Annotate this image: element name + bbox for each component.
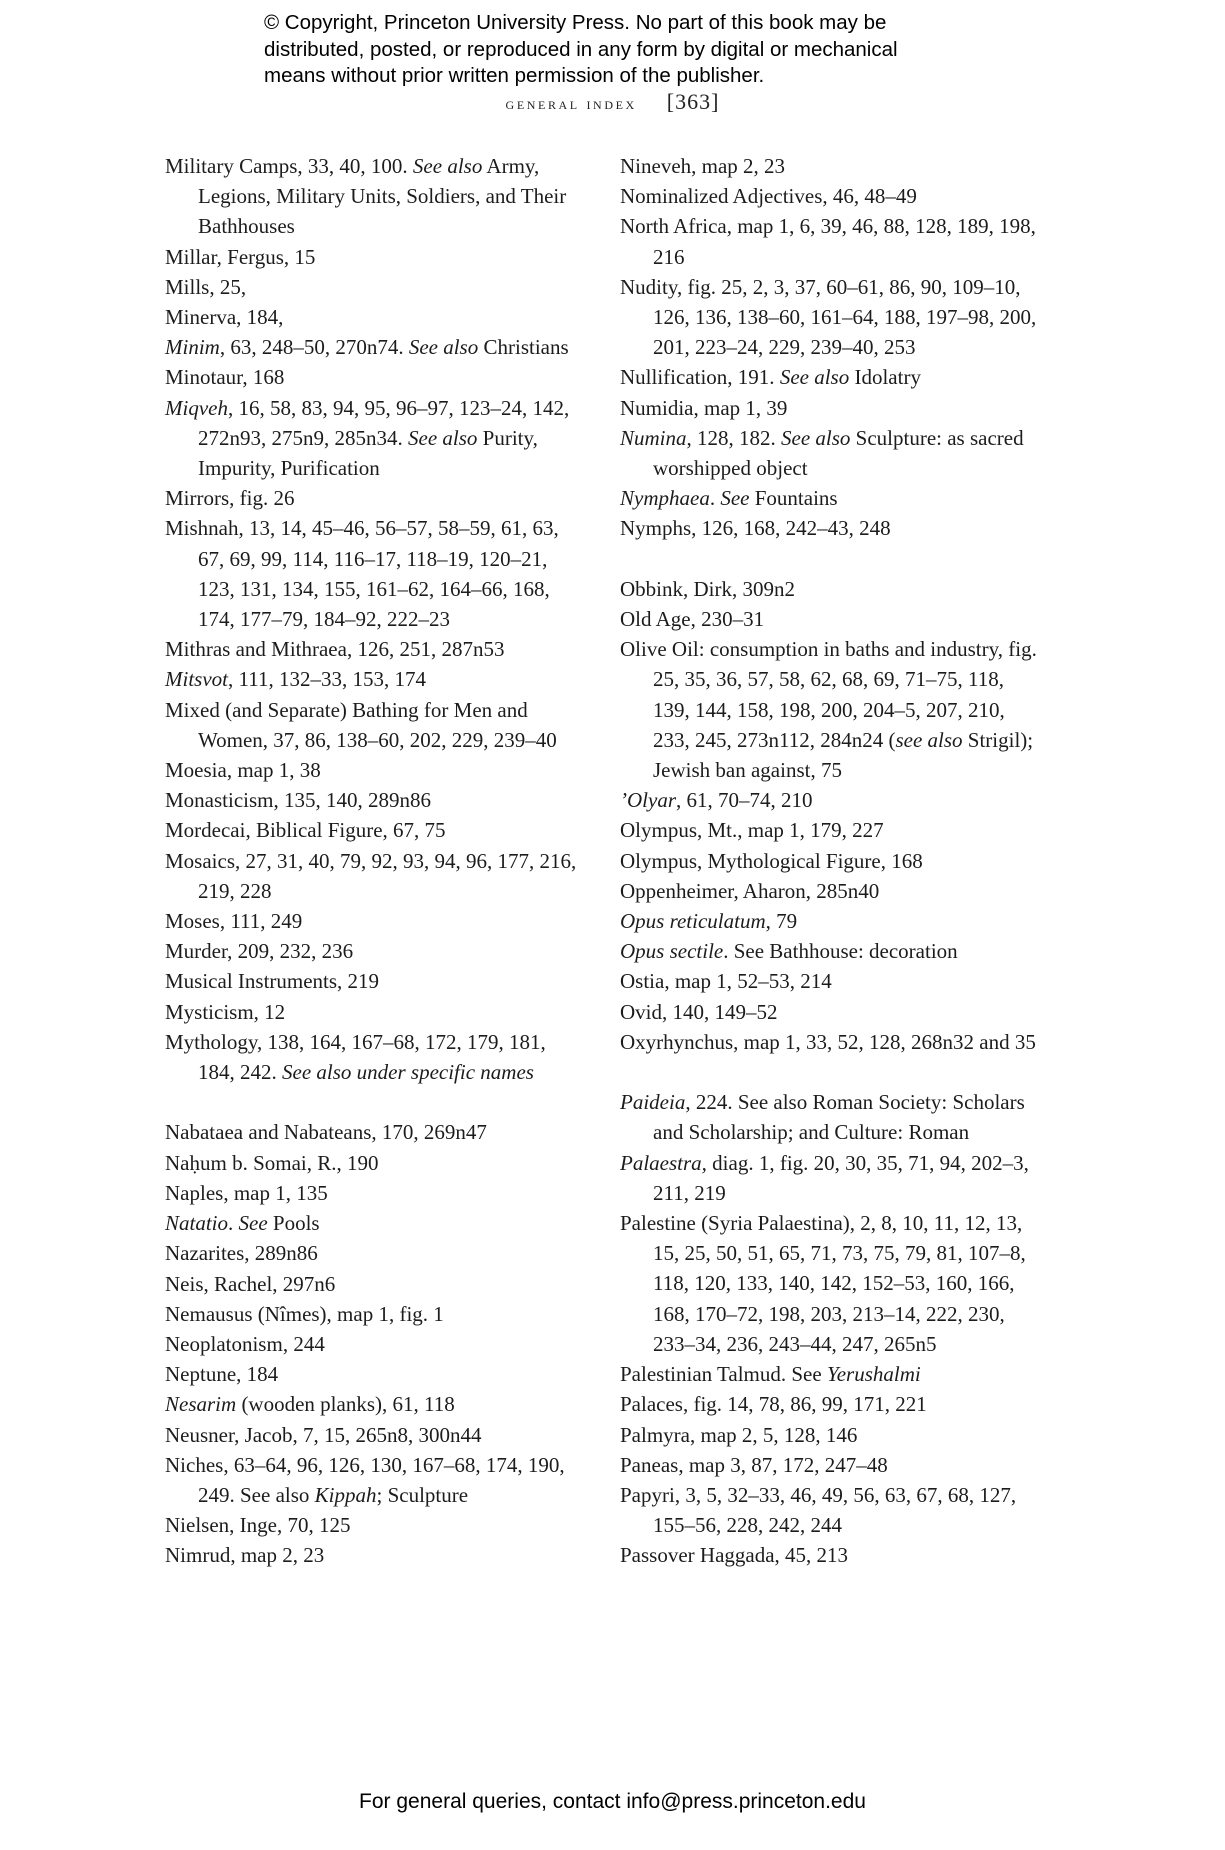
index-entry-text: Mills, 25, <box>165 274 247 299</box>
index-entry <box>620 574 1040 604</box>
index-entry-italic-text: Natatio <box>165 1211 229 1236</box>
index-entry-text: , 16, 58, 83, 94, 95, 96–97, 123–24, 142, 272n93, 275n9, 285n34. <box>198 395 570 450</box>
index-entry-text: , 224. See also Roman Society: Scholars and Scholarship; and Culture: Roman <box>653 1090 1025 1145</box>
index-entry <box>620 1540 1040 1570</box>
index-entry <box>165 242 585 272</box>
index-entry-italic-text: Palaestra, <box>620 1150 707 1175</box>
index-entry-text: Army, Legions, Military Units, Soldiers, and Their Bathhouses <box>198 154 567 239</box>
index-entry <box>620 151 1040 181</box>
index-entry-text: Nymphs, 126, 168, 242–43, 248 <box>620 516 891 541</box>
index-entry-text: Nemausus (Nîmes), map 1, fig. 1 <box>165 1301 444 1326</box>
index-entry-text: Old Age, 230–31 <box>620 607 765 632</box>
index-entry <box>165 302 585 332</box>
index-entry <box>165 785 585 815</box>
index-entry-text: Numidia, map 1, 39 <box>620 395 788 420</box>
index-entry-text: Moses, 111, 249 <box>165 909 303 934</box>
index-entry-text: Mirrors, fig. 26 <box>165 486 295 511</box>
index-entry-italic-text: Opus reticulatum <box>620 909 766 934</box>
index-entry-text: Millar, Fergus, 15 <box>165 244 316 269</box>
index-entry-text: Oppenheimer, Aharon, 285n40 <box>620 878 880 903</box>
running-head <box>0 89 1225 115</box>
index-entry-text: Olympus, Mythological Figure, 168 <box>620 848 923 873</box>
index-entry <box>165 151 585 242</box>
index-entry <box>620 393 1040 423</box>
index-entry-italic-text: See also <box>779 365 850 390</box>
index-entry-italic-text: Miqveh <box>165 395 228 420</box>
index-entry-text: Sculpture: as sacred worshipped object <box>653 425 1024 481</box>
index-entry-text: Nielsen, Inge, 70, 125 <box>165 1513 351 1538</box>
index-entry-text: Neusner, Jacob, 7, 15, 265n8, 300n44 <box>165 1422 482 1447</box>
index-entry-text: ; Sculpture <box>376 1482 469 1507</box>
index-entry-text: Passover Haggada, 45, 213 <box>620 1543 849 1568</box>
index-entry-text: Nazarites, 289n86 <box>165 1241 318 1266</box>
index-entry-text: Neis, Rachel, 297n6 <box>165 1271 336 1296</box>
index-entry <box>620 483 1040 513</box>
index-entry-text: Idolatry <box>849 365 921 390</box>
index-entry <box>165 1540 585 1570</box>
index-entry <box>620 906 1040 936</box>
index-entry-text: Moesia, map 1, 38 <box>165 758 321 783</box>
index-entry-italic-text: See also <box>781 425 851 450</box>
letter-section-gap <box>620 544 1040 574</box>
index-entry-italic-text: Nesarim <box>165 1392 237 1417</box>
index-entry <box>165 997 585 1027</box>
index-entry <box>165 1148 585 1178</box>
index-entry <box>165 1329 585 1359</box>
index-entry-text: Nimrud, map 2, 23 <box>165 1543 325 1568</box>
index-entry-text: Naḥum b. Somai, R., 190 <box>165 1150 379 1175</box>
index-entry <box>165 1450 585 1510</box>
index-entry-text: Oxyrhynchus, map 1, 33, 52, 128, 268n32 and 35 <box>620 1029 1036 1054</box>
index-entry-italic-text: see also <box>895 727 963 752</box>
index-entry <box>620 423 1040 483</box>
index-entry-text: Mordecai, Biblical Figure, 67, 75 <box>165 818 446 843</box>
index-entry-italic-text: Opus sectile <box>620 939 724 964</box>
index-entry-italic-text: Mitsvot <box>165 667 228 692</box>
index-entry <box>165 966 585 996</box>
index-entry <box>620 966 1040 996</box>
index-entry-text: . <box>228 1211 239 1236</box>
index-entry <box>620 785 1040 815</box>
index-entry-text: Nominalized Adjectives, 46, 48–49 <box>620 184 917 209</box>
index-entry-text: . <box>709 486 721 511</box>
index-entry <box>165 1027 585 1087</box>
index-entry <box>620 1208 1040 1359</box>
index-entry <box>165 332 585 362</box>
index-entry-text: Minotaur, 168 <box>165 365 285 390</box>
index-entry-text: Palaces, fig. 14, 78, 86, 99, 171, 221 <box>620 1392 927 1417</box>
index-entry <box>165 1299 585 1329</box>
index-entry <box>620 634 1040 785</box>
index-entry <box>165 393 585 484</box>
index-entry-text: Nineveh, map 2, 23 <box>620 154 786 178</box>
index-entry <box>620 513 1040 543</box>
index-entry <box>620 1148 1040 1208</box>
index-entry-text: Palestine (Syria Palaestina), 2, 8, 10, 11, 12, 13, 15, 25, 50, 51, 65, 71, 73, 75, 79, 81, 107–8, 118, 120, 133, 140, 142, 152–53, 160, 166, 168, 170–72, 198, 203, 213–14, 222, 230, 233–34, 236, 243–44, 247, 265n5 <box>620 1211 1026 1356</box>
index-entry-text: Mithras and Mithraea, 126, 251, 287n53 <box>165 637 505 662</box>
index-entry-italic-text: See <box>720 486 750 511</box>
index-entry-italic-text: See also <box>412 154 483 178</box>
index-entry-italic-text: ’Olyar <box>620 788 676 813</box>
index-entry-italic-text: Minim <box>165 335 220 360</box>
index-entry <box>165 755 585 785</box>
index-entry-text: Musical Instruments, 219 <box>165 969 380 994</box>
index-entry-italic-text: See also <box>408 425 478 450</box>
index-entry-italic-text: Nymphaea <box>620 486 710 511</box>
index-entry <box>620 1027 1040 1057</box>
index-entry <box>165 1178 585 1208</box>
index-entry <box>165 815 585 845</box>
index-entry <box>165 906 585 936</box>
index-entry <box>165 846 585 906</box>
copyright-notice <box>264 10 984 90</box>
index-entry-text: Papyri, 3, 5, 32–33, 46, 49, 56, 63, 67, 68, 127, 155–56, 228, 242, 244 <box>620 1482 1017 1538</box>
index-entry <box>620 997 1040 1027</box>
index-entry-text: Christians <box>478 335 569 360</box>
index-entry-text: Mysticism, 12 <box>165 999 286 1024</box>
index-entry-text: Neptune, 184 <box>165 1362 279 1387</box>
index-entry <box>620 876 1040 906</box>
index-entry <box>165 483 585 513</box>
letter-section-gap <box>620 1057 1040 1087</box>
page-number: [363] <box>666 89 720 114</box>
index-entry-text: diag. 1, fig. 20, 30, 35, 71, 94, 202–3, 211, 219 <box>653 1150 1029 1205</box>
index-entry <box>620 362 1040 392</box>
index-entry <box>165 1510 585 1540</box>
index-entry <box>620 272 1040 363</box>
index-entry <box>165 1359 585 1389</box>
index-entry <box>165 936 585 966</box>
index-entry-text: , 63, 248–50, 270n74. <box>219 335 409 360</box>
index-entry-italic-text: See also under specific names <box>282 1060 534 1085</box>
footer-contact: For general queries, contact info@press.princeton.edu <box>359 1790 866 1813</box>
index-entry-text: , 79 <box>765 909 798 934</box>
index-entry <box>620 815 1040 845</box>
copyright-line: distributed, posted, or reproduced in any form by digital or mechanical <box>264 37 898 61</box>
index-entry-text: Murder, 209, 232, 236 <box>165 939 354 964</box>
index-entry <box>620 181 1040 211</box>
index-entry-italic-text: See also <box>408 335 479 360</box>
index-entry-text: , 61, 70–74, 210 <box>676 788 813 813</box>
index-entry <box>620 1389 1040 1419</box>
index-entry-text: Obbink, Dirk, 309n2 <box>620 576 795 601</box>
index-entry-text: Naples, map 1, 135 <box>165 1180 328 1205</box>
index-entry <box>620 936 1040 966</box>
index-entry-text: Strigil); Jewish ban against, 75 <box>653 727 1034 783</box>
index-entry <box>165 664 585 694</box>
index-entry <box>620 1359 1040 1389</box>
index-entry-text: Mixed (and Separate) Bathing for Men and Women, 37, 86, 138–60, 202, 229, 239–40 <box>165 697 557 752</box>
index-entry-italic-text: Yerushalmi <box>826 1362 921 1387</box>
index-entry-text: , 111, 132–33, 153, 174 <box>228 667 426 692</box>
running-head-title: general index <box>505 94 637 113</box>
index-entry-text: , 128, 182. <box>686 425 782 450</box>
index-entry <box>165 1238 585 1268</box>
index-column-left <box>165 151 585 1571</box>
index-entry-text: Paneas, map 3, 87, 172, 247–48 <box>620 1452 888 1477</box>
index-entry <box>620 1480 1040 1540</box>
index-entry-text: Neoplatonism, 244 <box>165 1331 325 1356</box>
index-entry-text: Monasticism, 135, 140, 289n86 <box>165 788 431 813</box>
index-entry-text: Pools <box>267 1211 320 1236</box>
copyright-line: means without prior written permission of the publisher. <box>264 64 765 87</box>
index-entry-text: Ovid, 140, 149–52 <box>620 999 778 1024</box>
index-entry-text: Mishnah, 13, 14, 45–46, 56–57, 58–59, 61, 63, 67, 69, 99, 114, 116–17, 118–19, 120–21, 123, 131, 134, 155, 161–62, 164–66, 168, 174, 177–79, 184–92, 222–23 <box>165 516 559 632</box>
index-entry <box>165 362 585 392</box>
index-entry <box>165 695 585 755</box>
index-entry-text: . See Bathhouse: decoration <box>723 939 958 964</box>
index-entry-italic-text: See <box>238 1211 268 1236</box>
index-entry-italic-text: Kippah <box>314 1482 377 1507</box>
index-entry <box>620 604 1040 634</box>
index-entry-text: Minerva, 184, <box>165 305 284 330</box>
index-entry-text: Mythology, 138, 164, 167–68, 172, 179, 181, 184, 242. <box>165 1029 546 1085</box>
index-entry <box>165 1269 585 1299</box>
index-entry <box>165 1208 585 1238</box>
index-entry-text: Palestinian Talmud. See <box>620 1362 827 1387</box>
copyright-line: © Copyright, Princeton University Press. No part of this book may be <box>264 11 887 34</box>
index-entry-text: Niches, 63–64, 96, 126, 130, 167–68, 174, 190, 249. See also <box>165 1452 565 1507</box>
index-entry-text: North Africa, map 1, 6, 39, 46, 88, 128, 189, 198, 216 <box>620 214 1036 269</box>
index-entry <box>165 1117 585 1147</box>
index-entry-text: Military Camps, 33, 40, 100. <box>165 154 413 178</box>
index-entry-text: Palmyra, map 2, 5, 128, 146 <box>620 1422 858 1447</box>
index-entry-italic-text: Numina <box>620 425 687 450</box>
index-entry-text: (wooden planks), 61, 118 <box>236 1392 455 1417</box>
index-entry-text: Purity, Impurity, Purification <box>198 425 538 481</box>
index-entry <box>165 272 585 302</box>
index-entry <box>165 1389 585 1419</box>
index-entry <box>620 1087 1040 1147</box>
index-entry <box>620 211 1040 271</box>
index-entry <box>165 513 585 634</box>
index-entry-italic-text: Paideia <box>620 1090 686 1115</box>
index-entry <box>620 1450 1040 1480</box>
index-entry <box>620 1420 1040 1450</box>
index-column-right <box>620 151 1040 1571</box>
index-entry-text: Nudity, fig. 25, 2, 3, 37, 60–61, 86, 90, 109–10, 126, 136, 138–60, 161–64, 188, 197–98, 200, 201, 223–24, 229, 239–40, 253 <box>620 274 1037 360</box>
index-entry-text: Nullification, 191. <box>620 365 780 390</box>
index-entry <box>165 634 585 664</box>
index-entry-text: Fountains <box>749 486 838 511</box>
index-entry-text: Olive Oil: consumption in baths and industry, fig. 25, 35, 36, 57, 58, 62, 68, 69, 71–75, 118, 139, 144, 158, 198, 200, 204–5, 207, 210, 233, 245, 273n112, 284n24 ( <box>620 637 1037 752</box>
index-entry <box>620 846 1040 876</box>
index-entry-text: Mosaics, 27, 31, 40, 79, 92, 93, 94, 96, 177, 216, 219, 228 <box>165 848 577 903</box>
index-entry-text: Nabataea and Nabateans, 170, 269n47 <box>165 1120 487 1145</box>
index-entry <box>165 1420 585 1450</box>
letter-section-gap <box>165 1087 585 1117</box>
index-entry-text: Ostia, map 1, 52–53, 214 <box>620 969 832 994</box>
index-entry-text: Olympus, Mt., map 1, 179, 227 <box>620 818 884 843</box>
